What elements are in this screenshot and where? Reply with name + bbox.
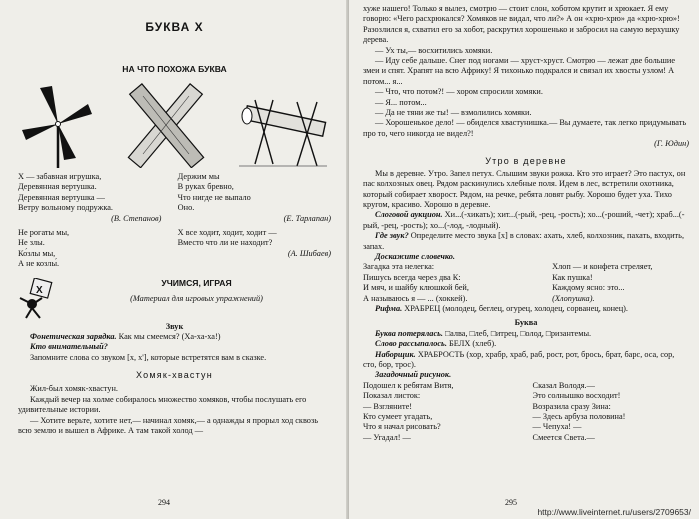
story-paragraph: Каждый вечер на холме собиралось множество хомяков, чтобы послушать его удивительные истории. xyxy=(18,394,307,415)
verse-right-line: Возразила сразу Зина: xyxy=(532,401,611,411)
syllable-text: Хи...(-хикать); хит...(-рый, -рец, -рость); хо...(-роший, -чет); храб...(-рый, -рец, -рость); хо...(-лод, -лодный). xyxy=(363,210,685,230)
sound-heading: Звук xyxy=(165,321,184,331)
poem2-line: Держим мы xyxy=(177,172,220,181)
pinwheel-illustration xyxy=(18,80,96,168)
typesetter-text: ХРАБРОСТЬ (хор, храбр, храб, раб, рост, рот, брось, брат, барс, оса, сор, сто, бор, трос). xyxy=(363,349,675,369)
svg-text:Х: Х xyxy=(36,284,43,296)
verse-left-line: Что я начал рисовать? xyxy=(363,422,441,432)
letter-heading: Буква xyxy=(514,318,538,328)
poem3-line: Не рогаты мы, xyxy=(18,228,70,238)
poem1-line: Х — забавная игрушка, xyxy=(18,172,102,181)
story-paragraph: Жил-был хомяк-хвастун. xyxy=(30,384,118,394)
poem2-line: Что нигде не выпало xyxy=(177,192,251,202)
poem2-line: Оно. xyxy=(177,203,195,213)
story-continuation: хуже нашего! Только я вылез, смотрю — стоит слон, хоботом крутит и хрюкает. Я ему говорю: «Чего расхрюкался? Хомяков не видал, что ли?» А он «хрю-хрю» да «хрю-хрю»! Разозлился я, схватил его за хобот, раскрутил хорошенько и забросил на самую верхушку дерева. xyxy=(363,4,680,45)
dialog-line: — Иду себе дальше. Снег под ногами — хруст-хруст. Смотрю — лежат две большие змеи и спят. Храпят на всю Африку! Я тихонько подкрался и связал их хвосты узлом! А потом... я... xyxy=(363,56,676,86)
riddle2-line: (Хлопушка). xyxy=(552,293,595,303)
dialog-line: — Хорошенькое дело! — обиделся хвастунишка.— Вы думаете, так легко придумывать про то, чего никогда не видел?! xyxy=(363,118,687,138)
source-url: http://www.liveinternet.ru/users/2709653/ xyxy=(537,507,691,517)
attentive-label: Кто внимательный? xyxy=(30,342,108,352)
section-title-playing: УЧИМСЯ, ИГРАЯ xyxy=(161,277,232,288)
illustrations xyxy=(18,76,331,168)
page-number-left: 294 xyxy=(158,498,170,507)
riddle1-line: Загадка эта нелегка: xyxy=(363,262,435,272)
section-title-shapes: НА ЧТО ПОХОЖА БУКВА xyxy=(122,64,227,74)
phonetic-text: Как мы смеемся? (Ха-ха-ха!) xyxy=(116,332,221,342)
scatter-label: Слово рассыпалось. xyxy=(375,339,447,349)
dialog-line: — Да не тяни же ты! — взмолились хомяки. xyxy=(375,108,532,118)
picture-label: Загадочный рисунок. xyxy=(375,370,452,380)
riddle1-line: Пишусь всегда через два К: xyxy=(363,272,461,282)
dialog-line: — Ух ты,— восхитились хомяки. xyxy=(375,45,493,55)
typesetter-label: Наборщик. xyxy=(375,349,416,359)
sawhorse-illustration xyxy=(235,80,331,168)
finish-label: Доскажите словечко. xyxy=(375,251,455,261)
materials-note: (Материал для игровых упражнений) xyxy=(130,293,263,303)
dialog-line: — Что, что потом?! — хором спросили хомяки. xyxy=(375,87,543,97)
phonetic-label: Фонетическая зарядка. xyxy=(30,332,117,342)
running-letter-illustration xyxy=(18,278,58,320)
verse-right-line: — Здесь арбуза половина! xyxy=(532,412,626,422)
poem2-author: (Е. Тарлапан) xyxy=(283,213,331,223)
attentive-text: Запомните слова со звуком [х, х'], которые встретятся вам в сказке. xyxy=(30,352,267,362)
poem1-line: Деревянная вертушка. xyxy=(18,182,97,192)
verse-right-line: Это солнышко восходит! xyxy=(532,391,621,401)
verse-left-line: — Угадал! — xyxy=(363,432,411,442)
village-title: Утро в деревне xyxy=(485,155,567,166)
verse-left-line: Подошел к ребятам Витя, xyxy=(363,380,454,390)
log-cross-illustration xyxy=(123,82,209,168)
poem4-author: (А. Шибаев) xyxy=(287,248,331,258)
left-page xyxy=(0,0,349,519)
verse-right-line: Смеется Света.— xyxy=(532,432,595,442)
page-title: БУКВА Х xyxy=(145,20,204,34)
page-number-right: 295 xyxy=(505,498,517,507)
poem1-author: (В. Степанов) xyxy=(111,213,162,223)
lost-label: Буква потерялась. xyxy=(375,328,443,338)
scatter-text: БЕЛХ (хлеб). xyxy=(446,339,497,349)
poem3-line: А не козлы́. xyxy=(18,259,60,269)
village-text: Мы в деревне. Утро. Запел петух. Слышим звуки рожка. Кто это играет? Это пастух, он пас колхозных овец. Рядом раскинулись хлебные поля. Идем в лес, встретили охотника, который собирает хворост. Рядом, на речке, ребята ловят рыбу. Хорошо будет уха. Тихо кругом, красиво. Хорошо в деревне. xyxy=(363,168,686,209)
verse-left-line: Кто сумеет угадать, xyxy=(363,412,433,422)
riddle2-line: Каждому ясно: это... xyxy=(552,283,625,293)
poem4-line: Х все ходит, ходит, ходит — xyxy=(177,228,277,238)
where-text: Определите место звука [х] в словах: ахать, хлеб, колхозник, пахать, входить, запах. xyxy=(363,231,685,251)
story-title: Хомяк-хвастун xyxy=(136,370,213,381)
riddle1-line: И мяч, и шайбу клюшкой бей, xyxy=(363,283,469,293)
verse-right-line: Сказал Володя.— xyxy=(532,380,595,390)
poem3-line: Ко́злы мы, xyxy=(18,248,56,258)
poem3-line: Не злы. xyxy=(18,238,45,248)
where-label: Где звук? xyxy=(375,231,409,241)
syllable-label: Слоговой аукцион. xyxy=(375,210,443,220)
verse-left-line: — Взгляните! xyxy=(363,401,413,411)
riddle2-line: Как пушка! xyxy=(552,272,593,282)
verse-left-line: Показал листок: xyxy=(363,391,421,401)
rhyme-text: ХРАБРЕЦ (молодец, беглец, огурец, холодец, сорванец, конец). xyxy=(402,303,628,313)
story-paragraph: — Хотите верьте, хотите нет,— начинал хомяк,— а однажды я прорыл ход сквозь всю землю и вышел в Африке. А там такой холод — xyxy=(18,415,319,435)
lost-text: □алва, □леб, □итрец, □олод, □ризантемы. xyxy=(443,328,592,338)
story-author: (Г. Юдин) xyxy=(654,139,689,149)
riddle1-line: А называюсь я — ... (хоккей). xyxy=(363,293,468,303)
riddle2-line: Хлоп — и конфета стреляет, xyxy=(552,262,653,272)
verse-right-line: — Чепуха! — xyxy=(532,422,582,432)
right-page xyxy=(349,0,699,519)
poem1-line: Деревянная вертушка — xyxy=(18,192,105,202)
poem1-line: Ветру вольному подружка. xyxy=(18,203,113,213)
rhyme-label: Рифма. xyxy=(375,303,403,313)
poem2-line: В руках бревно, xyxy=(177,182,234,192)
poem4-line: Вместо что ли не находит? xyxy=(177,238,273,248)
dialog-line: — Я... потом... xyxy=(375,97,427,107)
